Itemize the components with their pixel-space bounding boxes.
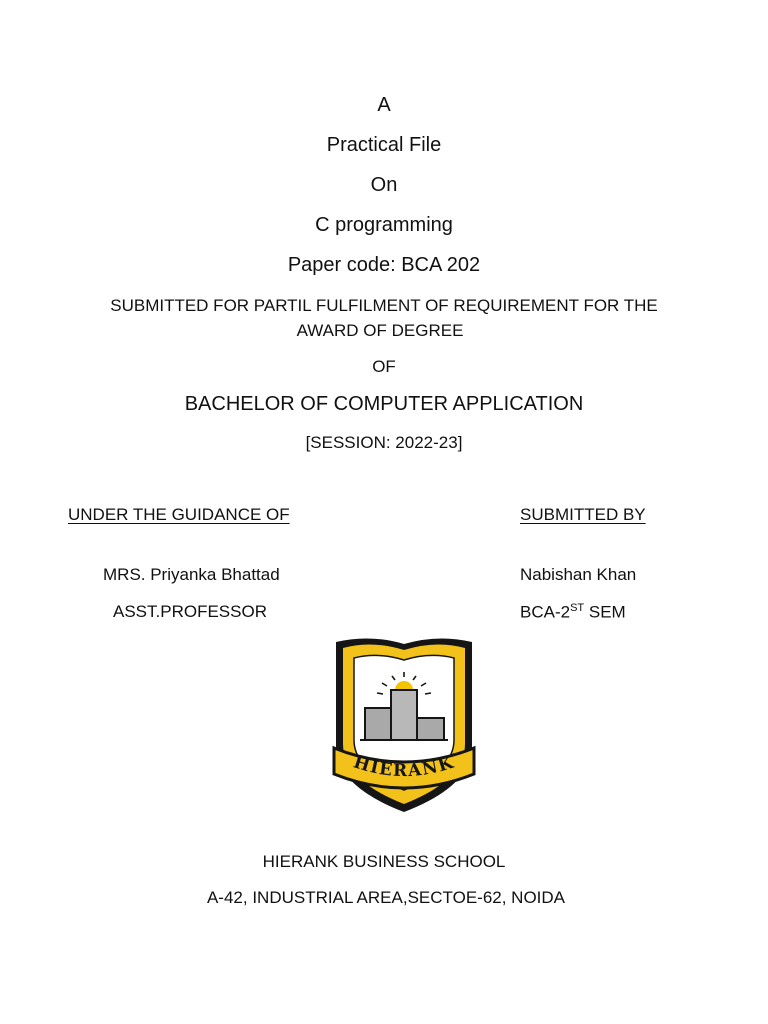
title-subject: C programming [315, 214, 453, 236]
building-left [365, 708, 391, 740]
building-center [391, 690, 417, 740]
student-class-sup: ST [570, 602, 585, 614]
guidance-heading: UNDER THE GUIDANCE OF [68, 505, 290, 524]
hierank-shield-emblem [330, 636, 478, 814]
title-a: A [377, 94, 391, 116]
student-class [520, 602, 626, 623]
title-on: On [370, 174, 398, 196]
institution-address: A-42, INDUSTRIAL AREA,SECTOE-62, NOIDA [206, 888, 566, 907]
of-label: OF [372, 357, 396, 376]
paper-code: Paper code: BCA 202 [287, 254, 481, 276]
hierank-logo [330, 636, 478, 819]
degree-title: BACHELOR OF COMPUTER APPLICATION [184, 393, 584, 415]
session: [SESSION: 2022-23] [305, 433, 463, 452]
student-name: Nabishan Khan [520, 565, 637, 584]
banner-text-path: HIERANK [350, 752, 458, 782]
title-practical-file: Practical File [326, 134, 442, 156]
guide-designation: ASST.PROFESSOR [113, 602, 267, 621]
building-right [417, 718, 444, 740]
student-class-prefix: BCA-2 [520, 602, 571, 622]
student-class-suffix: SEM [584, 602, 626, 622]
submitted-for-line2: AWARD OF DEGREE [296, 321, 464, 340]
institution-name: HIERANK BUSINESS SCHOOL [262, 852, 506, 871]
submitted-for-line1: SUBMITTED FOR PARTIL FULFILMENT OF REQUIREMENT FOR THE [110, 296, 658, 315]
submitted-by-heading: SUBMITTED BY [520, 505, 646, 524]
guide-name: MRS. Priyanka Bhattad [103, 565, 280, 584]
